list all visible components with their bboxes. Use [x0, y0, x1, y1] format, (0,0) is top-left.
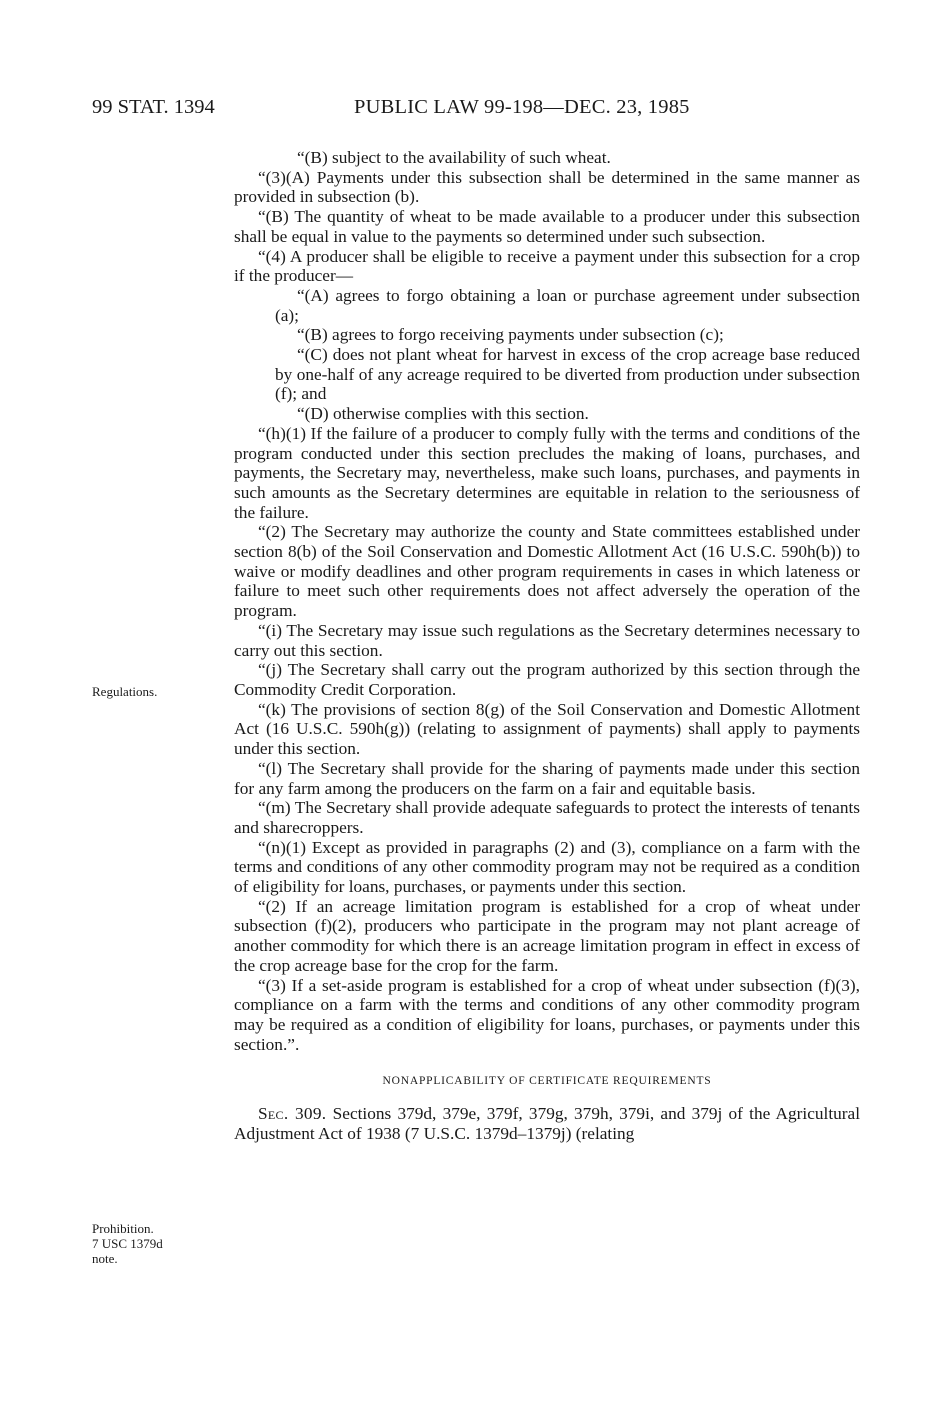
- paragraph-k: “(k) The provisions of section 8(g) of the Soil Conservation and Domestic Allotment Act (16 U.S.C. 590h(g)) (relating to assignment of payments) shall apply to payments under this section.: [234, 699, 860, 759]
- paragraph-i: “(i) The Secretary may issue such regulations as the Secretary determines necessary to carry out this section.: [234, 620, 860, 660]
- section-309: [234, 1104, 860, 1143]
- margin-note-prohibition: [92, 1221, 163, 1266]
- margin-note-prohibition-label: Prohibition.: [92, 1221, 154, 1236]
- paragraph-4b: “(B) agrees to forgo receiving payments under subsection (c);: [297, 325, 724, 345]
- paragraph-4d: “(D) otherwise complies with this section.: [297, 404, 589, 424]
- law-title-date: PUBLIC LAW 99-198—DEC. 23, 1985: [354, 96, 690, 118]
- section-text: Sections 379d, 379e, 379f, 379g, 379h, 379i, and 379j of the Agricultural Adjustment Act of 1938 (7 U.S.C. 1379d–1379j) (relating: [234, 1104, 860, 1143]
- paragraph-b-quantity: “(B) The quantity of wheat to be made available to a producer under this subsection shall be equal in value to the payments so determined under such subsection.: [234, 207, 860, 246]
- paragraph-h1: “(h)(1) If the failure of a producer to comply fully with the terms and conditions of the program conducted under this section precludes the making of loans, purchases, and payments, the Secretary may, nevertheless, make such loans, purchases, and payments in such amounts as the Secretary determines are equitable in relation to the seriousness of the failure.: [234, 423, 860, 522]
- statute-body: [234, 148, 860, 1143]
- paragraph-l: “(l) The Secretary shall provide for the sharing of payments made under this section for any farm among the producers on the farm on a fair and equitable basis.: [234, 758, 860, 798]
- paragraph-4a: “(A) agrees to forgo obtaining a loan or purchase agreement under subsection (a);: [275, 285, 860, 325]
- section-label: Sec. 309.: [258, 1104, 327, 1124]
- margin-note-usc-citation: 7 USC 1379d: [92, 1236, 163, 1251]
- paragraph-4-eligibility: “(4) A producer shall be eligible to receive a payment under this subsection for a crop if the producer—: [234, 246, 860, 286]
- paragraph-3b-subject: “(B) subject to the availability of such wheat.: [297, 148, 611, 167]
- paragraph-4c: “(C) does not plant wheat for harvest in excess of the crop acreage base reduced by one-half of any acreage required to be diverted from production under subsection (f); and: [275, 345, 860, 404]
- statute-page-number: 99 STAT. 1394: [92, 96, 215, 118]
- paragraph-n3: “(3) If a set-aside program is established for a crop of wheat under subsection (f)(3), compliance on a farm with the terms and conditions of any other commodity program may be required as a condition of eligibility for loans, purchases, or payments under this section.”.: [234, 975, 860, 1054]
- paragraph-n1: “(n)(1) Except as provided in paragraphs (2) and (3), compliance on a farm with the terms and conditions of any other commodity program may not be required as a condition of eligibility for loans, purchases, or payments under this section.: [234, 837, 860, 897]
- paragraph-3a-payments: “(3)(A) Payments under this subsection shall be determined in the same manner as provided in subsection (b).: [234, 167, 860, 207]
- page-header: [92, 96, 772, 126]
- margin-note-regulations: Regulations.: [92, 684, 158, 699]
- paragraph-n2: “(2) If an acreage limitation program is established for a crop of wheat under subsection (f)(2), producers who participate in the program may not plant acreage of another commodity for which there is an acreage limitation program in effect in excess of the crop acreage base for the crop for the farm.: [234, 896, 860, 975]
- paragraph-h2: “(2) The Secretary may authorize the county and State committees established under section 8(b) of the Soil Conservation and Domestic Allotment Act (16 U.S.C. 590h(b)) to waive or modify deadlines and other program requirements in cases in which lateness or failure to meet such other requirements does not affect adversely the operation of the program.: [234, 522, 860, 621]
- section-heading: NONAPPLICABILITY OF CERTIFICATE REQUIREMENTS: [382, 1075, 712, 1088]
- paragraph-m: “(m) The Secretary shall provide adequate safeguards to protect the interests of tenants and sharecroppers.: [234, 798, 860, 837]
- paragraph-j: “(j) The Secretary shall carry out the program authorized by this section through the Commodity Credit Corporation.: [234, 660, 860, 699]
- margin-note-note: note.: [92, 1251, 118, 1266]
